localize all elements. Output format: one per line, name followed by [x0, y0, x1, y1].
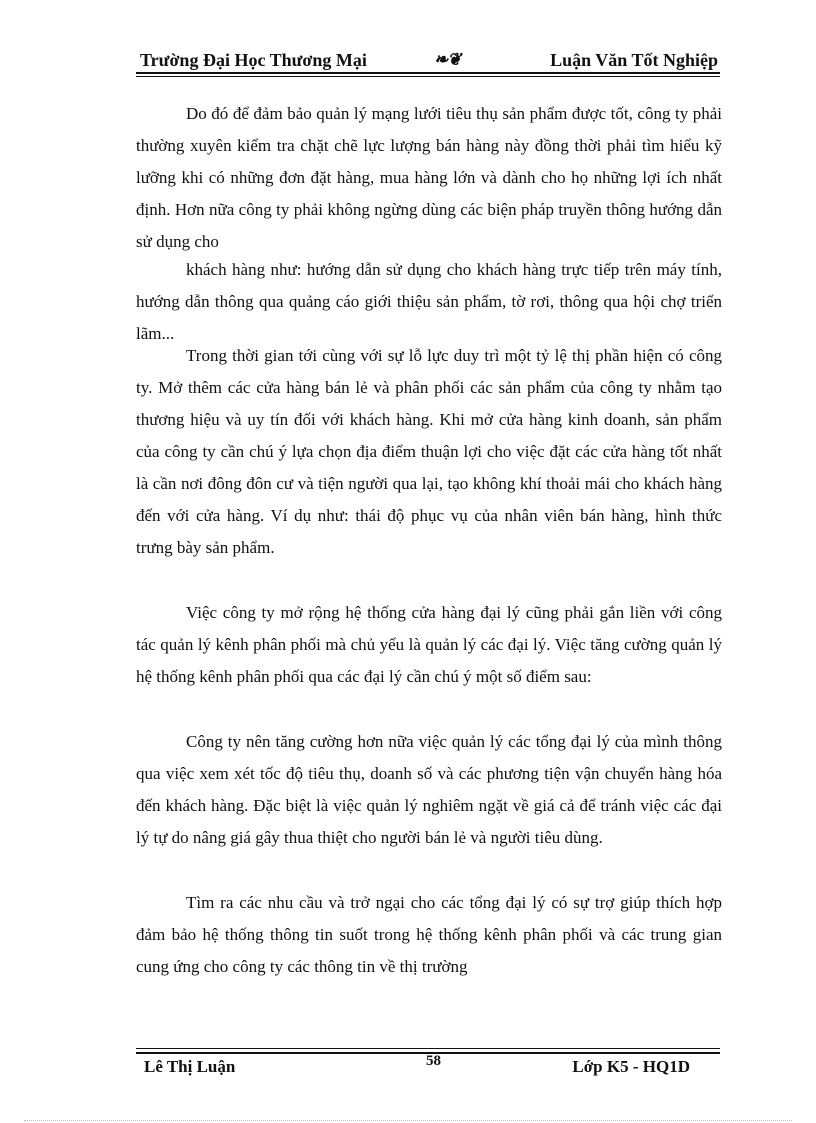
- header-ornament: ❧❦: [434, 50, 461, 69]
- page-header: [136, 48, 720, 74]
- header-rule-thin: [136, 76, 720, 77]
- paragraph-4: Việc công ty mở rộng hệ thống cửa hàng đại lý cũng phải gắn liền với công tác quản lý kênh phân phối mà chủ yếu là quản lý các đại lý. Việc tăng cường quản lý hệ thống kênh phân phối qua các đại lý cần chú ý một số điểm sau:: [136, 603, 722, 686]
- paragraph-1: Do đó để đảm bảo quản lý mạng lưới tiêu thụ sản phẩm được tốt, công ty phải thường xuyên kiểm tra chặt chẽ lực lượng bán hàng này đồng thời phải tìm hiểu kỹ lưỡng khi có những đơn đặt hàng, mua hàng lớn và dành cho họ những lợi ích nhất định. Hơn nữa công ty phải không ngừng dùng các biện pháp truyền thông hướng dẫn sử dụng cho: [136, 104, 722, 251]
- paragraph-3: Trong thời gian tới cùng với sự lỗ lực duy trì một tỷ lệ thị phần hiện có công ty. Mở thêm các cửa hàng bán lẻ và phân phối các sản phẩm của công ty nhằm tạo thương hiệu và uy tín đối với khách hàng. Khi mở cửa hàng kinh doanh, sản phẩm của công ty cần chú ý lựa chọn địa điểm thuận lợi cho việc đặt các cửa hàng tốt nhất là cần nơi đông đôn cư và tiện người qua lại, tạo không khí thoải mái cho khách hàng đến với cửa hàng. Ví dụ như: thái độ phục vụ của nhân viên bán hàng, hình thức trưng bày sản phẩm.: [136, 346, 722, 557]
- paragraph-block-2: [136, 254, 722, 350]
- paragraph-5: Công ty nên tăng cường hơn nữa việc quản lý các tổng đại lý của mình thông qua việc xem xét tốc độ tiêu thụ, doanh số và các phương tiện vận chuyển hàng hóa đến khách hàng. Đặc biệt là việc quản lý nghiêm ngặt về giá cả để tránh việc các đại lý tự do nâng giá gây thua thiệt cho người bán lẻ và người tiêu dùng.: [136, 732, 722, 847]
- paragraph-block-5: [136, 726, 722, 854]
- paragraph-block-4: [136, 597, 722, 693]
- header-rule-thick: [136, 72, 720, 74]
- paragraph-6: Tìm ra các nhu cầu và trở ngại cho các tổng đại lý có sự trợ giúp thích hợp đảm bảo hệ thống thông tin suốt trong hệ thống kênh phân phối và các trung gian cung ứng cho công ty các thông tin về thị trường: [136, 893, 722, 976]
- footer-page-number: 58: [426, 1053, 441, 1069]
- header-document-title: Luận Văn Tốt Nghiệp: [550, 50, 718, 70]
- page-bottom-edge: [24, 1120, 792, 1121]
- paragraph-block-6: [136, 887, 722, 983]
- footer-rule-thin: [136, 1048, 720, 1049]
- footer-author: Lê Thị Luận: [144, 1057, 236, 1076]
- paragraph-2: khách hàng như: hướng dẫn sử dụng cho khách hàng trực tiếp trên máy tính, hướng dẫn thông qua quảng cáo giới thiệu sản phẩm, tờ rơi, thông qua hội chợ triển lãm...: [136, 260, 722, 343]
- header-school-name: Trường Đại Học Thương Mại: [140, 50, 367, 70]
- paragraph-block-1: [136, 98, 722, 258]
- paragraph-block-3: [136, 340, 722, 564]
- page-footer: [136, 1048, 720, 1088]
- footer-class-code: Lớp K5 - HQ1D: [572, 1057, 690, 1076]
